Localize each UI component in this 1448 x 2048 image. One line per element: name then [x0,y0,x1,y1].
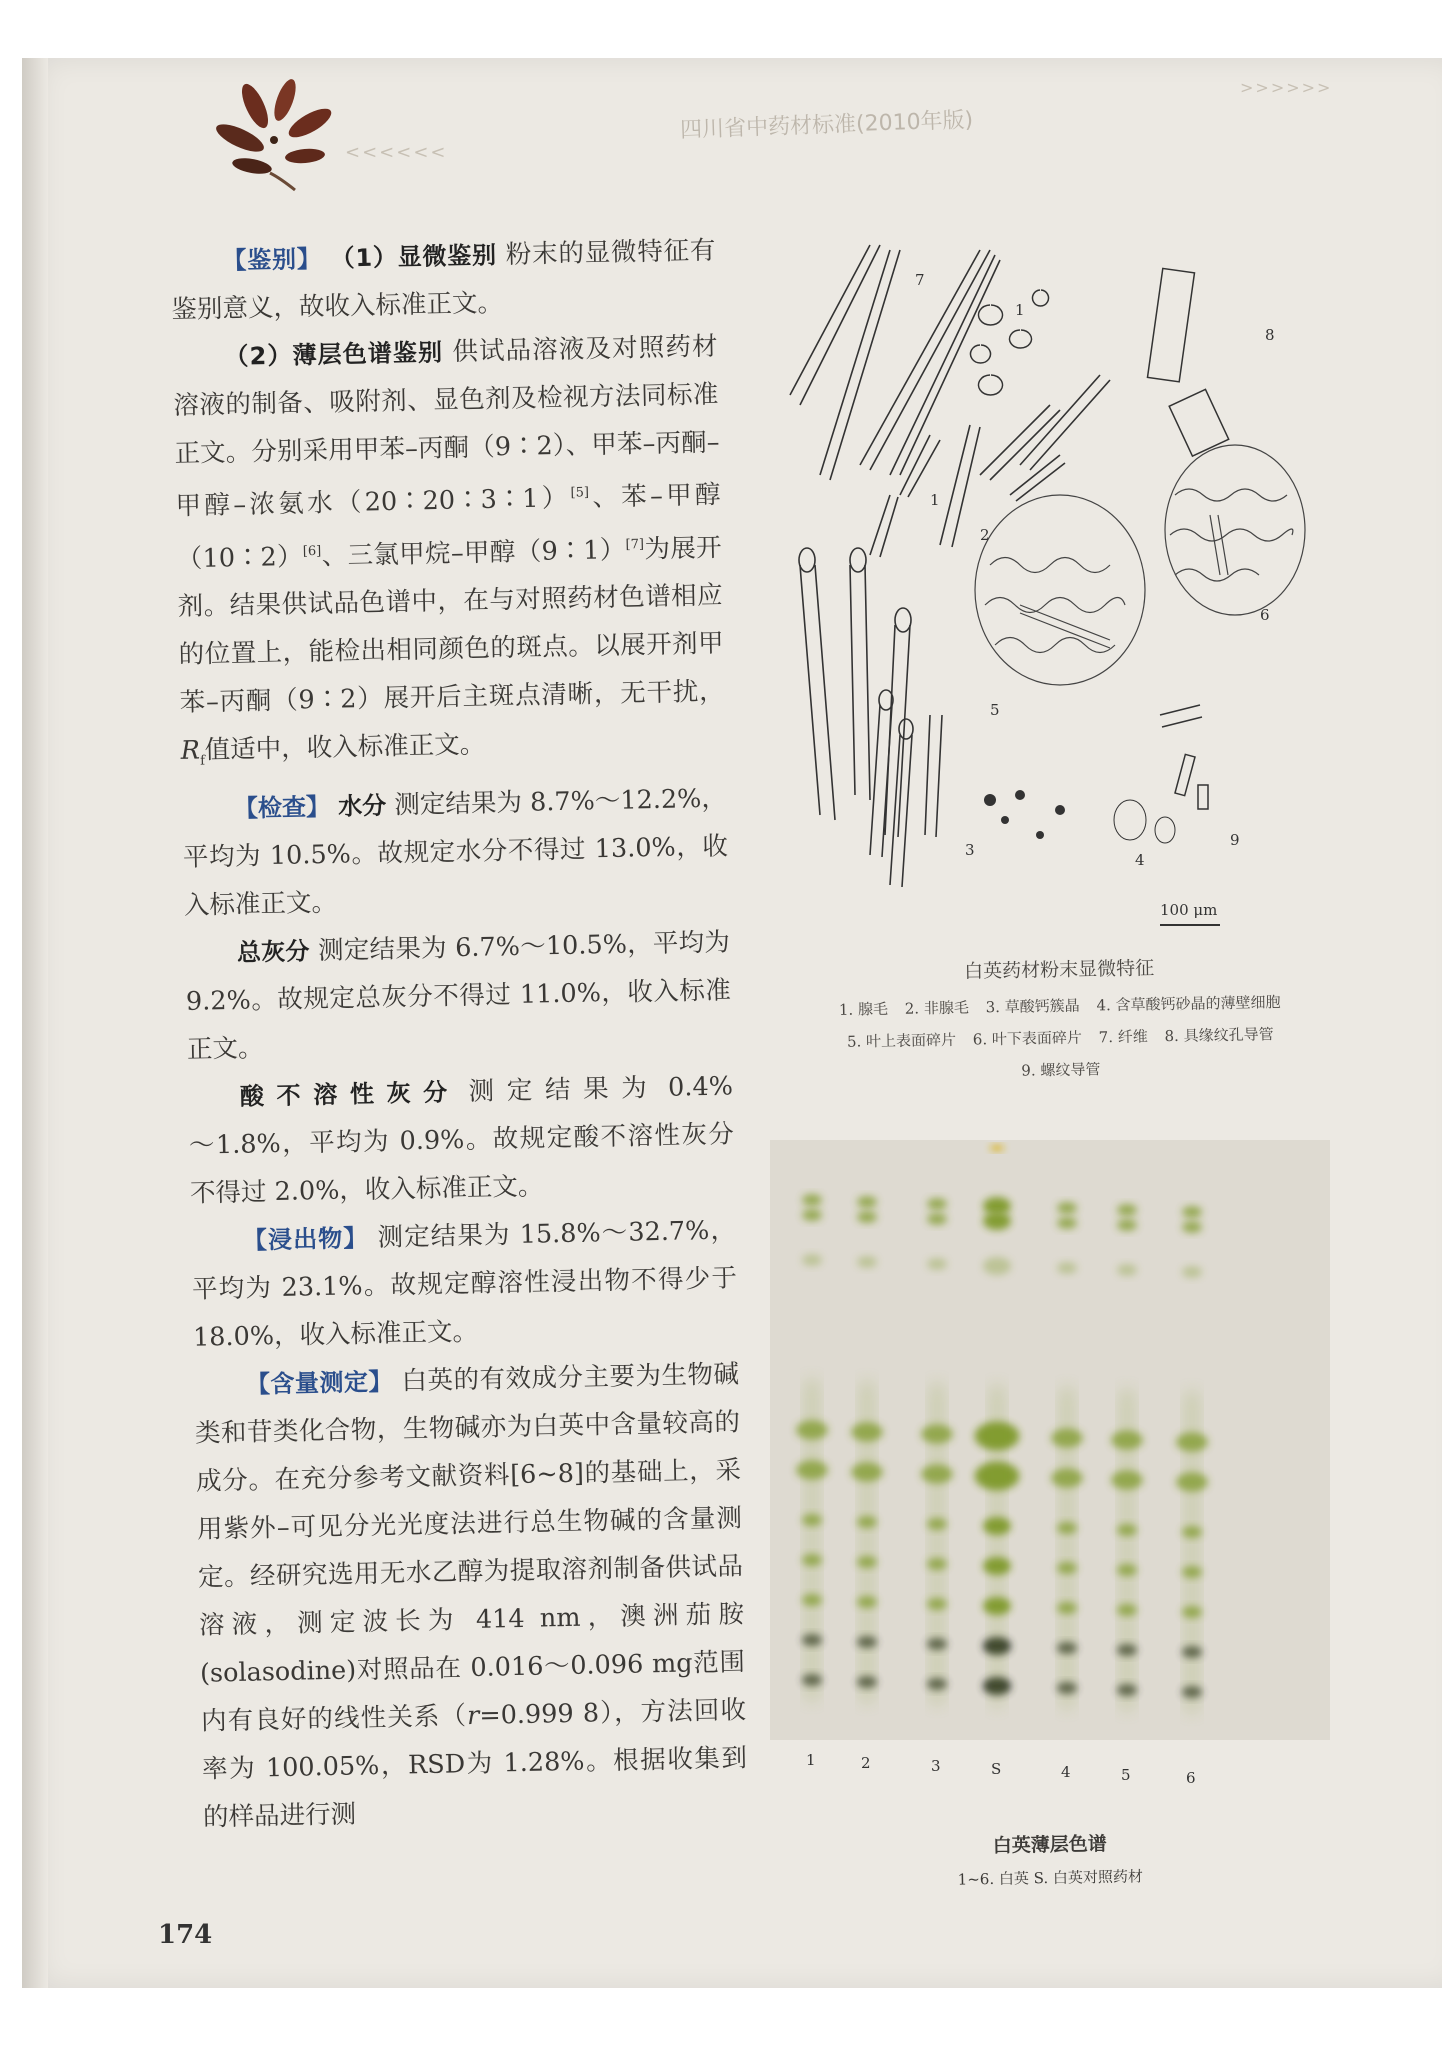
tlc-lane-label: 4 [1061,1763,1071,1781]
tlc-spot [983,1257,1011,1275]
citation-7: [7] [625,536,645,553]
tlc-plate [770,1140,1330,1740]
microscopic-features-drawing [780,235,1320,945]
tlc-lane-labels [806,1751,1196,1787]
micro-label: 6 [1260,606,1270,624]
tlc-caption-subtitle: 1~6. 白英 S. 白英对照药材 [957,1867,1144,1889]
tlc-identification-label: （2）薄层色谱鉴别 [224,338,444,371]
extract-text: 测定结果为 15.8%～32.7%，平均为 23.1%。故规定醇溶性浸出物不得少于 18.0%，收入标准正文。 [191,1215,738,1353]
assay-paragraph [194,1350,749,1841]
tlc-lane-label: S [991,1760,1002,1778]
microscopy-caption-title: 白英药材粉末显微特征 [963,957,1155,983]
acid-ash-text-1: 测定结果为 [468,1073,660,1108]
tlc-text-5: 值适中，收入标准正文。 [204,729,486,766]
tlc-paragraph [172,323,726,786]
identification-paragraph [170,227,717,334]
tlc-caption [850,1827,1251,1892]
tlc-spot [1057,1202,1077,1214]
assay-text-1: 白英的有效成分主要为生物碱类和苷类化合物，生物碱亦为白英中含量较高的成分。在充分参考文献资料[6~8]的基础上，采用紫外–可见分光光度法进行总生物碱的含量测定。经研究选用无水乙醇为提取溶剂制备供试品溶液，测定波长为 414 nm，澳洲茄胺(solasodine)对照品在 0.016～0.096 mg范围内有良好的线性关系（ [194,1359,746,1737]
tlc-spot [802,1254,822,1266]
legend-item: 5. 叶上表面碎片 [846,1030,957,1051]
figure-number-labels [915,271,1275,869]
tlc-spot [1117,1264,1137,1276]
tlc-lane-streak [1121,1390,1133,1710]
body-text-column [170,227,748,1842]
microscopy-caption [759,950,1361,1091]
water-label: 水分 [337,791,387,821]
tlc-lane-label: 5 [1121,1766,1131,1784]
tlc-text-3: 、三氯甲烷–甲醇（9∶1） [321,534,626,571]
tlc-spot [1117,1204,1137,1216]
citation-5: [5] [570,485,590,501]
running-title: 四川省中药材标准(2010年版) [679,107,974,144]
micro-identification-label: （1）显微鉴别 [330,241,498,273]
water-paragraph [181,775,729,930]
assay-text-2: =0.999 8），方法回收率为 100.05%，RSD为 1.28%。根据收集到的样品进行测 [201,1695,748,1833]
citation-6: [6] [302,543,322,559]
tlc-spot [1182,1266,1202,1278]
leaf-sprig-icon [210,78,340,198]
tlc-text-2: 、苯–甲醇（10∶2） [176,480,721,574]
tlc-lane-label: 3 [931,1757,941,1775]
micro-label: 9 [1230,831,1240,849]
book-spine-shadow [22,58,48,1988]
tlc-solvent-front-spot [990,1145,1004,1151]
micro-label: 4 [1135,851,1145,869]
ash-paragraph [184,919,732,1074]
tlc-lane-streak [931,1384,943,1704]
section-heading-extract: 【浸出物】 [242,1224,369,1255]
header-arrows-left: <<<<<< [345,142,448,163]
section-heading-inspection: 【检查】 [233,792,331,823]
tlc-spot [802,1194,822,1206]
tlc-lane-label: 6 [1186,1769,1196,1787]
microscopy-legend [760,985,1362,1091]
tlc-lane-streak [1061,1388,1073,1708]
tlc-text-4: 为展开剂。结果供试品色谱中，在与对照药材色谱相应的位置上，能检出相同颜色的斑点。以展开剂甲苯–丙酮（9∶2）展开后主斑点清晰，无干扰， [177,532,725,718]
micro-label: 8 [1265,326,1275,344]
page-header [210,78,1360,198]
micro-label: 5 [990,701,1000,719]
tlc-spot [857,1211,877,1223]
section-heading-identification: 【鉴别】 [222,244,322,275]
total-ash-label: 总灰分 [236,937,311,967]
micro-label: 7 [915,271,925,289]
fiber-drawing [790,245,1000,480]
extract-paragraph [191,1206,739,1361]
micro-label: 1 [930,491,940,509]
tlc-spot [802,1209,822,1221]
tlc-spot [1117,1219,1137,1231]
water-text: 测定结果为 8.7%～12.2%，平均为 10.5%。故规定水分不得过 13.0%，收入标准正文。 [182,783,729,921]
total-ash-text: 测定结果为 6.7%～10.5%，平均为 9.2%。故规定总灰分不得过 11.0%，收入标准正文。 [185,927,732,1065]
micro-label: 1 [1015,301,1025,319]
tlc-spot [983,1212,1011,1230]
tlc-lane-streak [861,1382,873,1702]
tlc-spot [1182,1206,1202,1218]
tlc-spot [1182,1221,1202,1233]
tlc-caption-title: 白英薄层色谱 [992,1833,1107,1857]
legend-item: 3. 草酸钙簇晶 [985,996,1080,1017]
tlc-lane-label: 2 [861,1754,871,1772]
section-heading-assay: 【含量测定】 [245,1367,394,1399]
legend-item: 1. 腺毛 [838,1000,889,1019]
legend-item: 9. 螺纹导管 [1021,1060,1101,1080]
micro-label: 2 [980,526,990,544]
glandular-hair-drawing [799,548,942,887]
legend-item: 7. 纤维 [1098,1027,1148,1047]
tlc-spot [1057,1262,1077,1274]
page-number: 174 [158,1920,213,1950]
legend-item: 6. 叶下表面碎片 [972,1028,1083,1049]
vessel-drawing [971,268,1229,809]
tlc-lane-streak [806,1380,818,1700]
scale-bar-label: 100 μm [1160,901,1218,919]
rf-symbol: R [180,735,201,766]
leaf-epidermis-drawing [975,445,1305,685]
r-symbol: r [466,1700,480,1732]
tlc-spot [1057,1217,1077,1229]
non-glandular-hair-drawing [870,375,1110,557]
rf-subscript: f [200,753,206,769]
header-arrows-right: >>>>>> [1240,78,1333,97]
tlc-lane-streak [991,1386,1003,1706]
tlc-spot [857,1256,877,1268]
legend-item: 8. 具缘纹孔导管 [1164,1025,1274,1046]
legend-item: 4. 含草酸钙砂晶的薄壁细胞 [1096,993,1281,1015]
tlc-chromatogram-photo [770,1140,1330,1800]
legend-item: 2. 非腺毛 [904,998,970,1018]
tlc-text-1: 供试品溶液及对照药材溶液的制备、吸附剂、显色剂及检视方法同标准正文。分别采用甲苯–丙酮（9∶2）、甲苯–丙酮–甲醇–浓氨水（20∶20∶3∶1） [173,331,720,522]
acid-ash-text-2: 0.4%～1.8%，平均为 0.9%。故规定酸不溶性灰分不得过 2.0%，收入标准正文。 [188,1071,735,1209]
tlc-lane-streak [1186,1392,1198,1712]
tlc-lane-label: 1 [806,1751,816,1769]
tlc-spot [857,1196,877,1208]
acid-ash-paragraph [188,1062,736,1217]
acid-insoluble-ash-label: 酸不溶性灰分 [239,1078,461,1111]
tlc-spot [927,1258,947,1270]
calcium-oxalate-drawing [984,790,1175,843]
micro-label: 3 [965,841,975,859]
tlc-spot [927,1213,947,1225]
micro-identification-text: 粉末的显微特征有鉴别意义，故收入标准正文。 [171,235,716,325]
tlc-spot [927,1198,947,1210]
